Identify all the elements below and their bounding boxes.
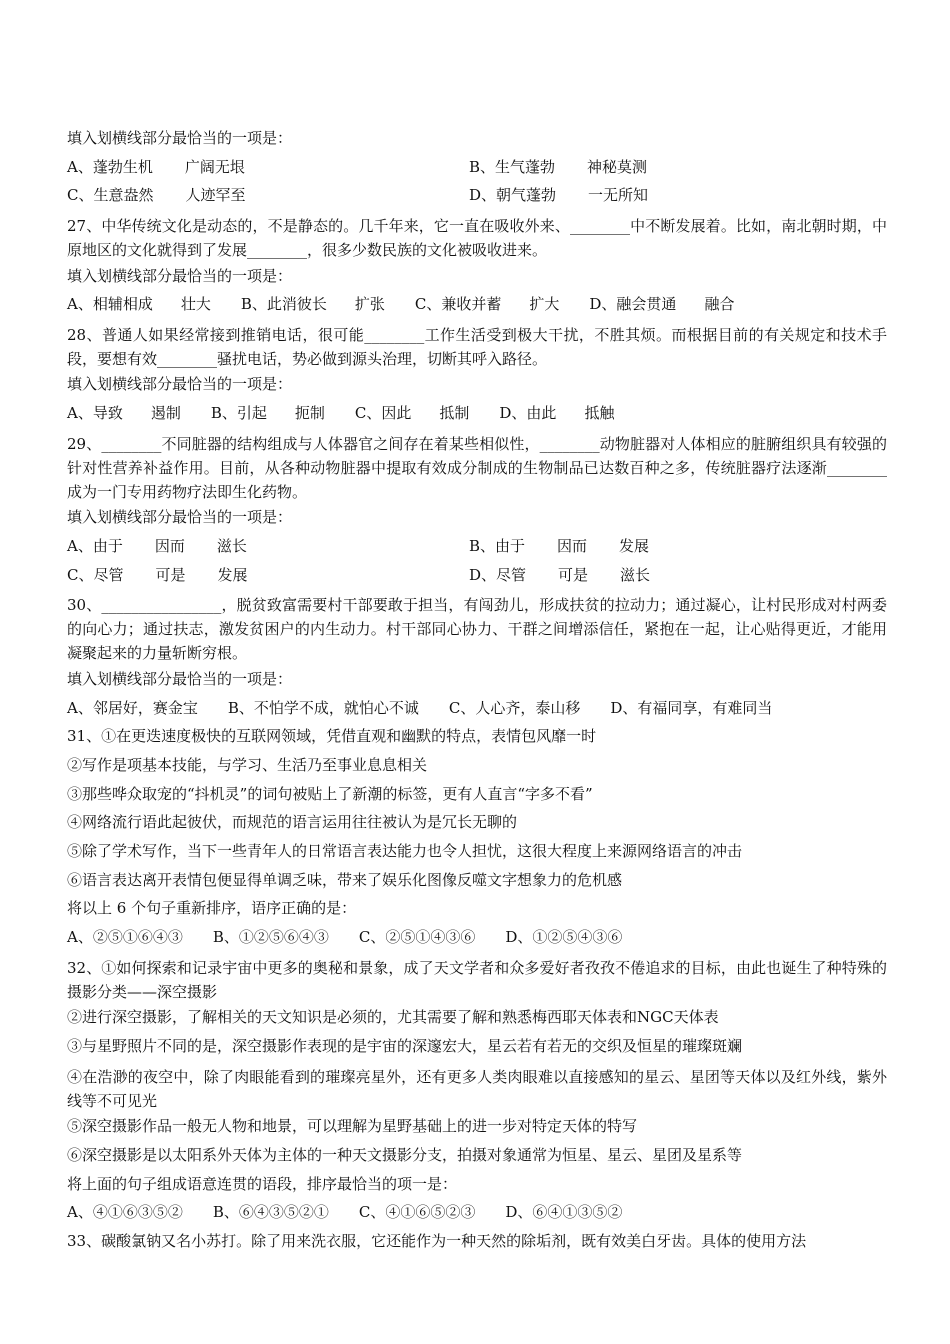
- q30-prompt: 填入划横线部分最恰当的一项是：: [67, 669, 293, 688]
- q30-option-a[interactable]: A、邻居好，赛金宝: [67, 698, 198, 717]
- q32-prompt: 将上面的句子组成语意连贯的语段，排序最恰当的项一是：: [67, 1174, 458, 1193]
- q29-option-b[interactable]: B、由于 因而 发展: [469, 537, 650, 555]
- q29-prompt: 填入划横线部分最恰当的一项是：: [67, 508, 293, 527]
- q32-sentence-1: 32、①如何探索和记录宇宙中更多的奥秘和景象，成了天文学者和众多爱好者孜孜不倦追求的目标，由此也诞生了种特殊的摄影分类——深空摄影: [67, 958, 887, 1001]
- q31-option-a[interactable]: A、②⑤①⑥④③: [67, 928, 183, 947]
- q29-option-d[interactable]: D、尽管 可是 滋长: [469, 565, 651, 584]
- q28-prompt: 填入划横线部分最恰当的一项是：: [67, 375, 293, 394]
- q32-option-b[interactable]: B、⑥④③⑤②①: [212, 1203, 329, 1222]
- q26-option-c[interactable]: C、生意盎然 人迹罕至: [67, 186, 246, 205]
- q27-option-c[interactable]: C、兼收并蓄 扩大: [414, 295, 560, 314]
- q31-sentence-5: ⑤除了学术写作，当下一些青年人的日常语言表达能力也令人担忧，这很大程度上来源网络语言的冲击: [67, 842, 743, 860]
- q30-option-b[interactable]: B、不怕学不成，就怕心不诚: [227, 698, 419, 717]
- q30-option-d[interactable]: D、有福同享，有难同当: [610, 698, 773, 717]
- q28-options: [67, 403, 887, 423]
- q29-options-row2: [67, 565, 887, 585]
- q26-options-row2: [67, 185, 887, 205]
- q29-option-c[interactable]: C、尽管 可是 发展: [67, 565, 248, 584]
- q32-options: [67, 1202, 887, 1222]
- q30-text: 30、________________，脱贫致富需要村干部要敢于担当，有闯劲儿，形成扶贫的拉动力；通过凝心，让村民形成对村两委的向心力；通过扶志，激发贫困户的内生动力。村干部同心协力、干群之间增添信任，紧抱在一起，让心贴得更近，才能用凝聚起来的力量斩断穷根。: [67, 596, 887, 663]
- q32-option-a[interactable]: A、④①⑥③⑤②: [67, 1203, 183, 1222]
- q31-sentence-2: ②写作是项基本技能，与学习、生活乃至事业息息相关: [67, 755, 428, 774]
- q27-option-d[interactable]: D、融会贯通 融合: [589, 295, 735, 314]
- q31-option-c[interactable]: C、②⑤①④③⑥: [358, 928, 476, 947]
- q32-sentence-3: ③与星野照片不同的是，深空摄影作表现的是宇宙的深邃宏大，星云若有若无的交织及恒星的璀璨斑斓: [67, 1036, 743, 1055]
- document-content: [67, 128, 887, 1260]
- q27-option-b[interactable]: B、此消彼长 扩张: [240, 295, 385, 314]
- q28-option-a[interactable]: A、导致 遏制: [67, 404, 181, 423]
- q29-text: 29、________不同脏器的结构组成与人体器官之间存在着某些相似性，________动物脏器对人体相应的脏腑组织具有较强的针对性营养补益作用。目前，从各种动物脏器中提取有效成分制成的生物制品已达数百种之多，传统脏器疗法逐渐________成为一门专用药物疗法即生化药物。: [67, 434, 887, 501]
- q31-option-b[interactable]: B、①②⑤⑥④③: [212, 928, 329, 947]
- q31-options: [67, 927, 887, 947]
- q32-sentence-2: ②进行深空摄影，了解相关的天文知识是必须的，尤其需要了解和熟悉梅西耶天体表和NGC天体表: [67, 1008, 719, 1027]
- q30-options: [67, 698, 887, 718]
- q31-sentence-6: ⑥语言表达离开表情包便显得单调乏味，带来了娱乐化图像反噬文字想象力的危机感: [67, 870, 623, 889]
- q28-option-c[interactable]: C、因此 抵制: [354, 404, 470, 423]
- q32-sentence-4: ④在浩渺的夜空中，除了肉眼能看到的璀璨亮星外，还有更多人类肉眼难以直接感知的星云、星团等天体以及红外线，紫外线等不可见光: [67, 1067, 887, 1110]
- q31-sentence-1: 31、①在更迭速度极快的互联网领域，凭借直观和幽默的特点，表情包风靡一时: [67, 727, 597, 746]
- q32-sentence-5: ⑤深空摄影作品一般无人物和地景，可以理解为星野基础上的进一步对特定天体的特写: [67, 1117, 638, 1136]
- q27-prompt: 填入划横线部分最恰当的一项是：: [67, 266, 293, 285]
- q32-option-c[interactable]: C、④①⑥⑤②③: [358, 1203, 476, 1222]
- q31-option-d[interactable]: D、①②⑤④③⑥: [505, 928, 623, 947]
- q33-text: 33、碳酸氯钠又名小苏打。除了用来洗衣服，它还能作为一种天然的除垢剂，既有效美白牙齿。具体的使用方法: [67, 1231, 807, 1250]
- q27-options: [67, 294, 887, 314]
- q26-option-b[interactable]: B、生气蓬勃 神秘莫测: [469, 157, 648, 176]
- q28-option-d[interactable]: D、由此 抵触: [499, 404, 615, 423]
- q26-prompt: 填入划横线部分最恰当的一项是：: [67, 129, 293, 147]
- q32-sentence-6: ⑥深空摄影是以太阳系外天体为主体的一种天文摄影分支，拍摄对象通常为恒星、星云、星团及星系等: [67, 1145, 743, 1164]
- q31-prompt: 将以上 6 个句子重新排序，语序正确的是：: [67, 899, 357, 918]
- q28-text: 28、普通人如果经常接到推销电话，很可能________工作生活受到极大干扰，不胜其烦。而根据目前的有关规定和技术手段，要想有效________骚扰电话，势必做到源头治理，切断其呼入路径。: [67, 325, 887, 368]
- q27-option-a[interactable]: A、相辅相成 壮大: [67, 295, 211, 314]
- q26-options-row1: [67, 157, 887, 177]
- q27-text: 27、中华传统文化是动态的，不是静态的。几千年来，它一直在吸收外来、________中不断发展着。比如，南北朝时期，中原地区的文化就得到了发展________，很多少数民族的文化被吸收进来。: [67, 217, 887, 260]
- q26-option-a[interactable]: A、蓬勃生机 广阔无垠: [67, 157, 245, 176]
- q30-option-c[interactable]: C、人心齐，泰山移: [448, 698, 581, 717]
- q28-option-b[interactable]: B、引起 扼制: [210, 404, 325, 423]
- q29-option-a[interactable]: A、由于 因而 滋长: [67, 537, 247, 555]
- q31-sentence-3: ③那些哗众取宠的“抖机灵”的词句被贴上了新潮的标签，更有人直言“字多不看”: [67, 784, 593, 803]
- q26-option-d[interactable]: D、朝气蓬勃 一无所知: [469, 186, 649, 205]
- q29-options-row1: [67, 536, 887, 556]
- q32-option-d[interactable]: D、⑥④①③⑤②: [505, 1203, 623, 1222]
- q31-sentence-4: ④网络流行语此起彼伏，而规范的语言运用往往被认为是冗长无聊的: [67, 813, 518, 832]
